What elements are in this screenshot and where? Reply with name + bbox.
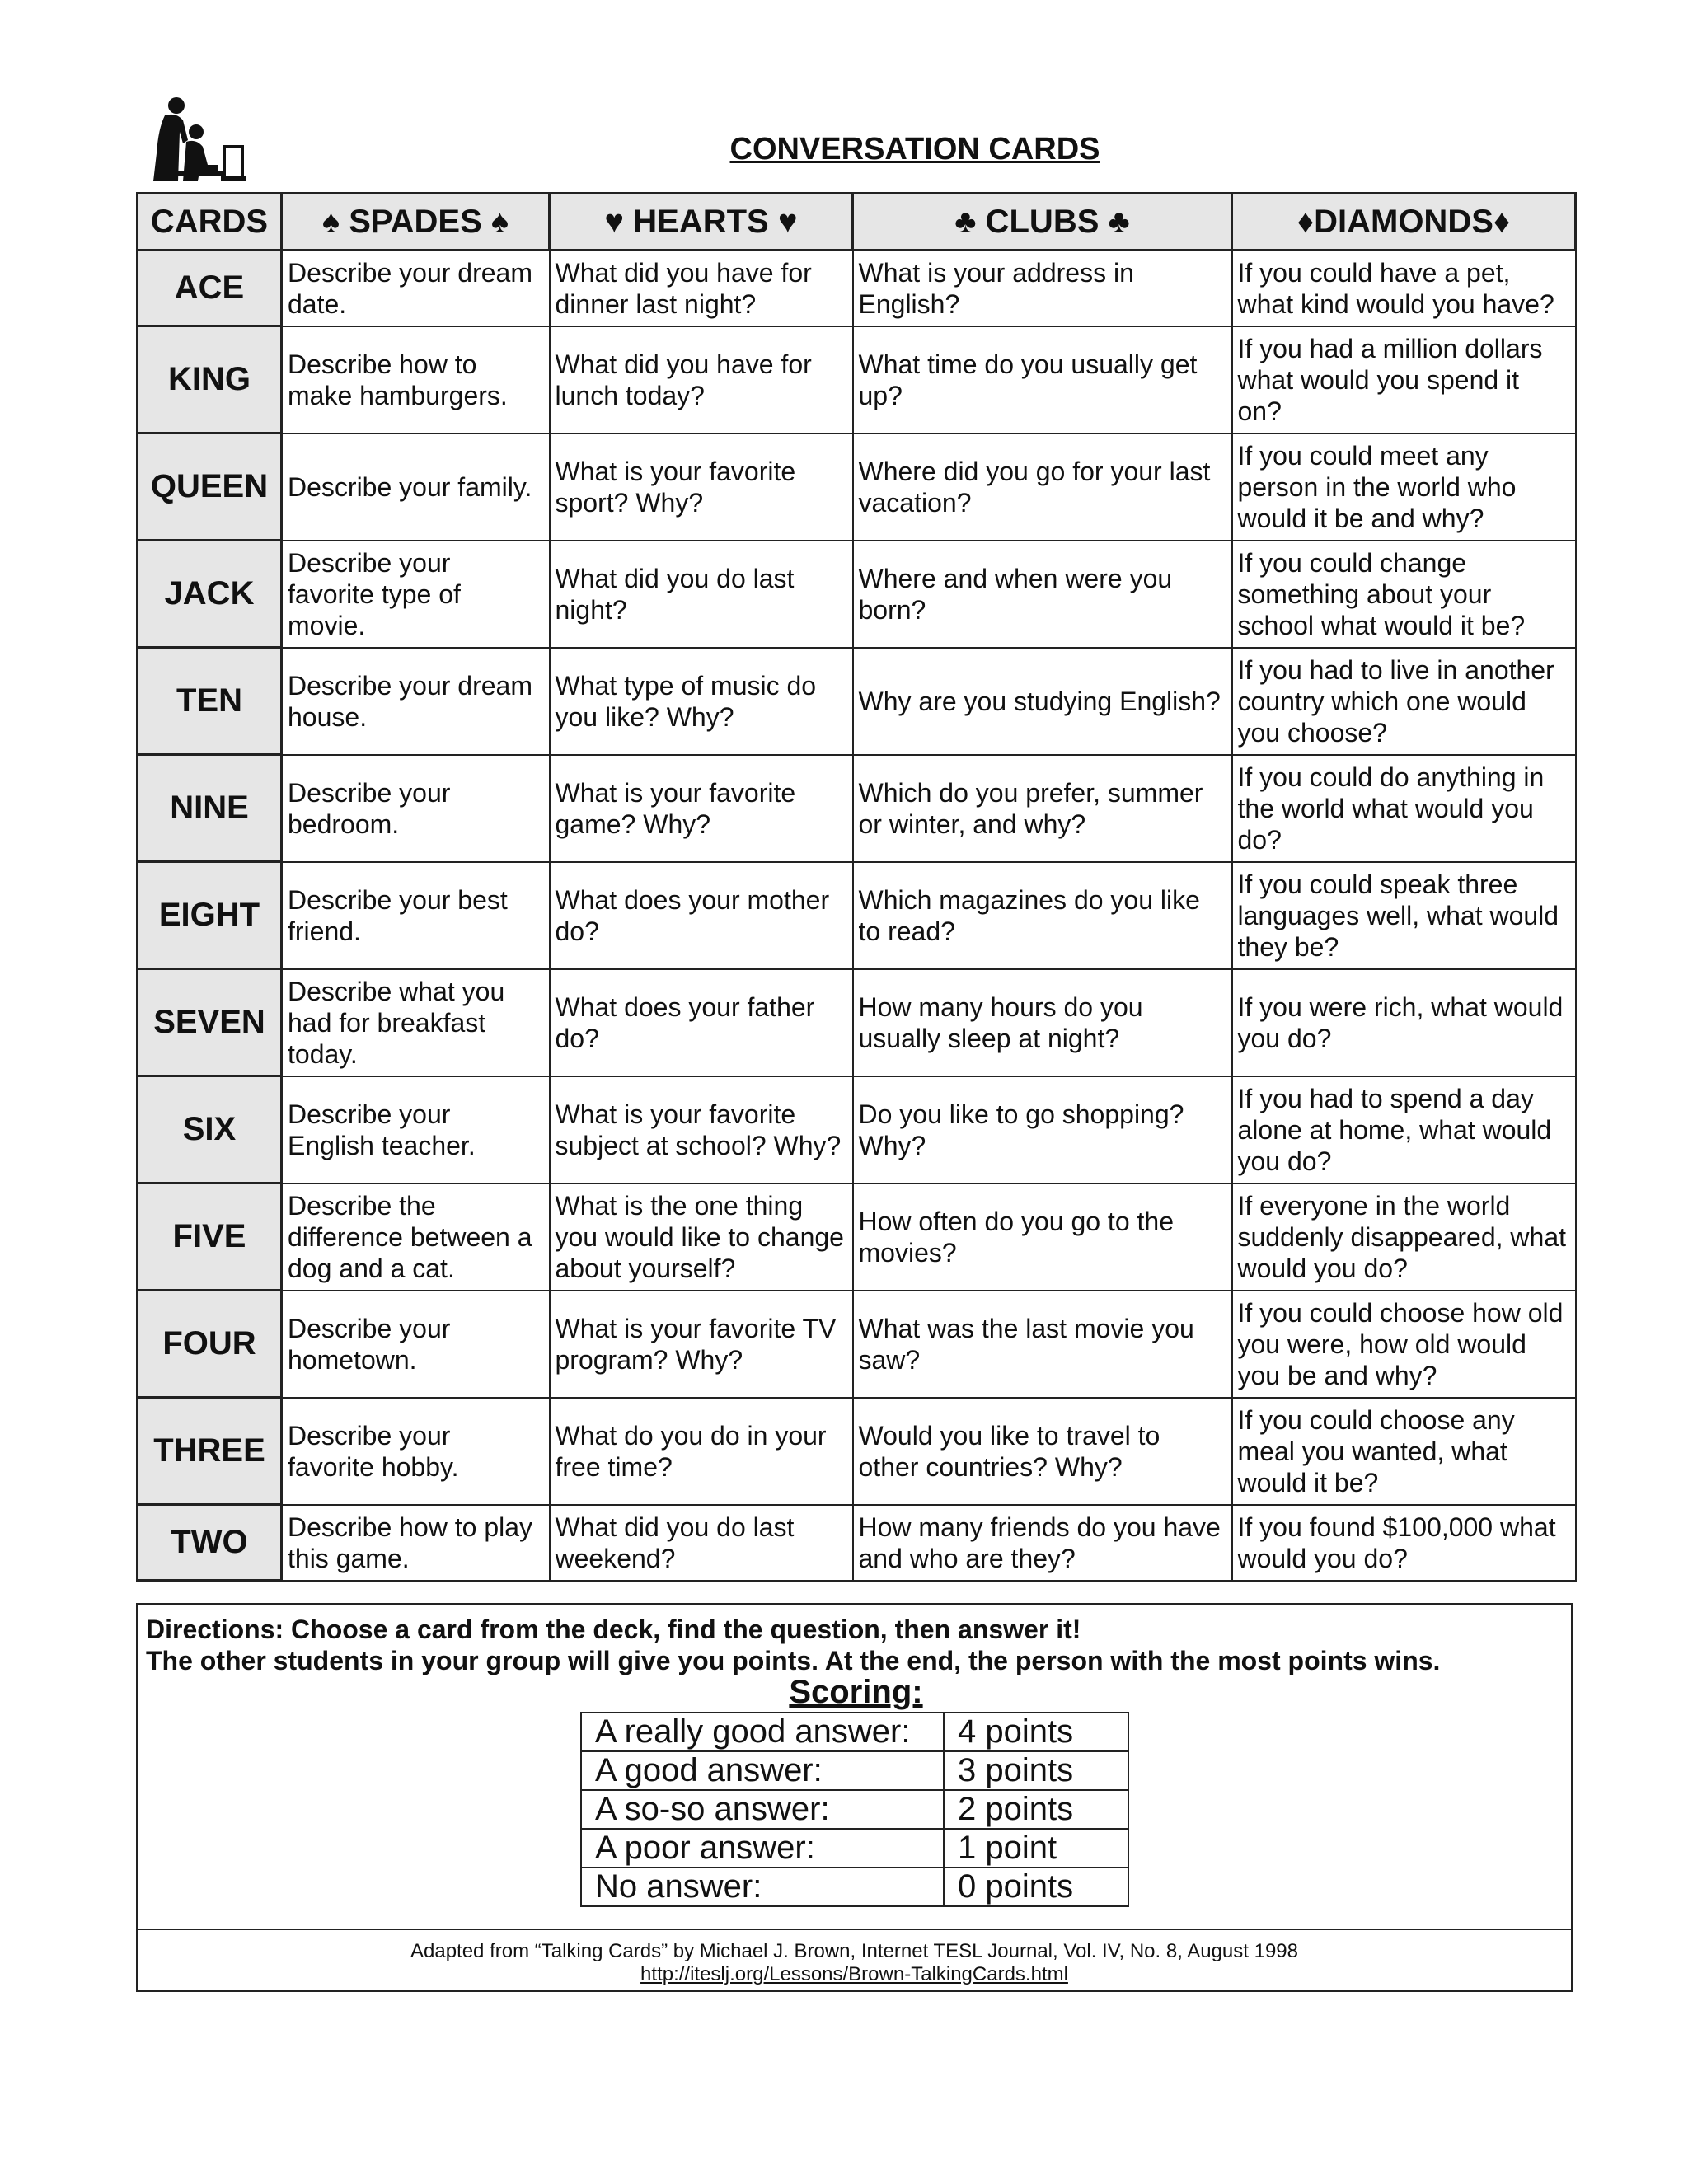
diamonds-question: If you could speak three languages well, what would they be? — [1232, 862, 1576, 969]
rank-cell: TWO — [138, 1505, 282, 1581]
diamonds-question: If you had to spend a day alone at home, what would you do? — [1232, 1076, 1576, 1183]
spades-question: Describe your family. — [282, 434, 550, 541]
spades-question: Describe how to make hamburgers. — [282, 326, 550, 434]
spades-question: Describe your best friend. — [282, 862, 550, 969]
clubs-question: What time do you usually get up? — [853, 326, 1232, 434]
rank-cell: SEVEN — [138, 969, 282, 1076]
spades-question: Describe your dream date. — [282, 251, 550, 326]
spades-question: Describe how to play this game. — [282, 1505, 550, 1581]
spades-question: Describe what you had for breakfast today. — [282, 969, 550, 1076]
diamonds-question: If you found $100,000 what would you do? — [1232, 1505, 1576, 1581]
scoring-points: 4 points — [944, 1713, 1128, 1751]
header-hearts: ♥ HEARTS ♥ — [550, 194, 853, 251]
clubs-question: What was the last movie you saw? — [853, 1291, 1232, 1398]
hearts-question: What is your favorite subject at school? Why? — [550, 1076, 853, 1183]
diamonds-question: If you were rich, what would you do? — [1232, 969, 1576, 1076]
diamonds-question: If you could do anything in the world what would you do? — [1232, 755, 1576, 862]
directions-line-2: The other students in your group will give you points. At the end, the person with the most points wins. — [146, 1646, 1441, 1675]
spades-question: Describe the difference between a dog and a cat. — [282, 1183, 550, 1291]
scoring-points: 3 points — [944, 1751, 1128, 1790]
scoring-row — [581, 1713, 1128, 1751]
diamonds-question: If everyone in the world suddenly disappeared, what would you do? — [1232, 1183, 1576, 1291]
diamonds-question: If you could have a pet, what kind would you have? — [1232, 251, 1576, 326]
spades-question: Describe your bedroom. — [282, 755, 550, 862]
table-row — [138, 862, 1576, 969]
scoring-row — [581, 1868, 1128, 1906]
diamonds-question: If you could choose any meal you wanted, what would it be? — [1232, 1398, 1576, 1505]
scoring-label: A good answer: — [581, 1751, 944, 1790]
scoring-row — [581, 1790, 1128, 1829]
credit-box — [136, 1929, 1573, 1992]
credit-text: Adapted from “Talking Cards” by Michael J. Brown, Internet TESL Journal, Vol. IV, No. 8, August 1998 — [410, 1940, 1298, 1962]
scoring-table — [580, 1712, 1129, 1907]
table-row — [138, 541, 1576, 648]
diamonds-question: If you could meet any person in the world who would it be and why? — [1232, 434, 1576, 541]
hearts-question: What does your mother do? — [550, 862, 853, 969]
scoring-points: 1 point — [944, 1829, 1128, 1868]
clubs-question: What is your address in English? — [853, 251, 1232, 326]
table-row — [138, 1291, 1576, 1398]
hearts-question: What is your favorite sport? Why? — [550, 434, 853, 541]
header-cards: CARDS — [138, 194, 282, 251]
rank-cell: NINE — [138, 755, 282, 862]
diamonds-question: If you could choose how old you were, how old would you be and why? — [1232, 1291, 1576, 1398]
hearts-question: What did you have for lunch today? — [550, 326, 853, 434]
clubs-question: Where and when were you born? — [853, 541, 1232, 648]
spades-question: Describe your English teacher. — [282, 1076, 550, 1183]
table-row — [138, 1398, 1576, 1505]
clubs-question: Which do you prefer, summer or winter, and why? — [853, 755, 1232, 862]
table-row — [138, 755, 1576, 862]
rank-cell: SIX — [138, 1076, 282, 1183]
scoring-points: 0 points — [944, 1868, 1128, 1906]
clubs-question: Where did you go for your last vacation? — [853, 434, 1232, 541]
clubs-question: How often do you go to the movies? — [853, 1183, 1232, 1291]
clubs-question: Why are you studying English? — [853, 648, 1232, 755]
table-row — [138, 434, 1576, 541]
clubs-question: Would you like to travel to other countries? Why? — [853, 1398, 1232, 1505]
scoring-points: 2 points — [944, 1790, 1128, 1829]
rank-cell: QUEEN — [138, 434, 282, 541]
rank-cell: EIGHT — [138, 862, 282, 969]
hearts-question: What did you have for dinner last night? — [550, 251, 853, 326]
rank-cell: THREE — [138, 1398, 282, 1505]
rank-cell: TEN — [138, 648, 282, 755]
page-title: CONVERSATION CARDS — [729, 132, 1100, 166]
table-row — [138, 1076, 1576, 1183]
scoring-label: A really good answer: — [581, 1713, 944, 1751]
table-row — [138, 326, 1576, 434]
hearts-question: What does your father do? — [550, 969, 853, 1076]
rank-cell: KING — [138, 326, 282, 434]
table-row — [138, 1505, 1576, 1581]
hearts-question: What did you do last weekend? — [550, 1505, 853, 1581]
rank-cell: JACK — [138, 541, 282, 648]
directions-line-1: Directions: Choose a card from the deck, find the question, then answer it! — [146, 1615, 1081, 1644]
rank-cell: ACE — [138, 251, 282, 326]
diamonds-question: If you had a million dollars what would you spend it on? — [1232, 326, 1576, 434]
table-row — [138, 251, 1576, 326]
diamonds-question: If you could change something about your school what would it be? — [1232, 541, 1576, 648]
header-clubs: ♣ CLUBS ♣ — [853, 194, 1232, 251]
credit-link[interactable]: http://iteslj.org/Lessons/Brown-TalkingCards.html — [640, 1963, 1068, 1985]
hearts-question: What did you do last night? — [550, 541, 853, 648]
teacher-student-computer-icon — [150, 96, 247, 181]
scoring-label: No answer: — [581, 1868, 944, 1906]
hearts-question: What type of music do you like? Why? — [550, 648, 853, 755]
hearts-question: What is your favorite game? Why? — [550, 755, 853, 862]
hearts-question: What is the one thing you would like to change about yourself? — [550, 1183, 853, 1291]
header-spades: ♠ SPADES ♠ — [282, 194, 550, 251]
table-row — [138, 648, 1576, 755]
table-row — [138, 969, 1576, 1076]
hearts-question: What is your favorite TV program? Why? — [550, 1291, 853, 1398]
scoring-row — [581, 1751, 1128, 1790]
clubs-question: Which magazines do you like to read? — [853, 862, 1232, 969]
hearts-question: What do you do in your free time? — [550, 1398, 853, 1505]
diamonds-question: If you had to live in another country which one would you choose? — [1232, 648, 1576, 755]
spades-question: Describe your favorite hobby. — [282, 1398, 550, 1505]
spades-question: Describe your dream house. — [282, 648, 550, 755]
table-header-row — [138, 194, 1576, 251]
header-diamonds: ♦DIAMONDS♦ — [1232, 194, 1576, 251]
rank-cell: FIVE — [138, 1183, 282, 1291]
scoring-label: A poor answer: — [581, 1829, 944, 1868]
spades-question: Describe your hometown. — [282, 1291, 550, 1398]
clubs-question: Do you like to go shopping? Why? — [853, 1076, 1232, 1183]
scoring-label: A so-so answer: — [581, 1790, 944, 1829]
clubs-question: How many hours do you usually sleep at night? — [853, 969, 1232, 1076]
rank-cell: FOUR — [138, 1291, 282, 1398]
spades-question: Describe your favorite type of movie. — [282, 541, 550, 648]
scoring-title: Scoring: — [789, 1674, 923, 1710]
conversation-cards-table — [136, 192, 1577, 1582]
scoring-row — [581, 1829, 1128, 1868]
clubs-question: How many friends do you have and who are they? — [853, 1505, 1232, 1581]
table-row — [138, 1183, 1576, 1291]
